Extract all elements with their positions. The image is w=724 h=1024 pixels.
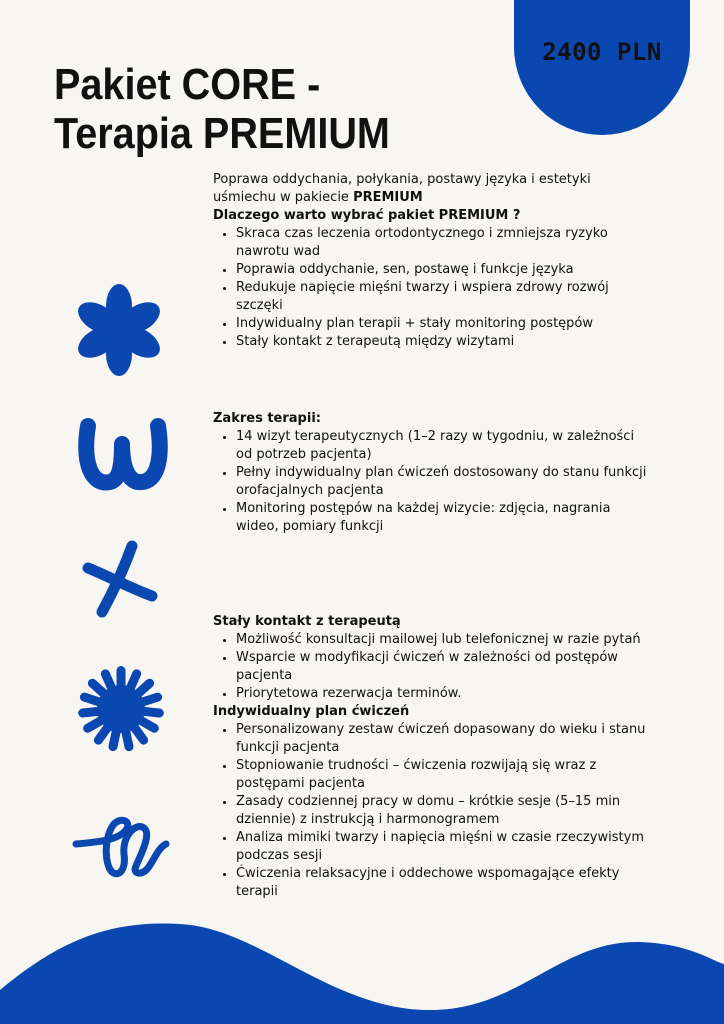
- plan-heading: Indywidualny plan ćwiczeń: [213, 704, 410, 719]
- list-item: • Ćwiczenia relaksacyjne i oddechowe wspomagające efekty terapii: [236, 865, 653, 901]
- list-item: • Zasady codziennej pracy w domu – krótkie sesje (5–15 min dziennie) z instrukcją i harmonogramem: [236, 793, 653, 829]
- title-line-2: Terapia PREMIUM: [54, 109, 390, 158]
- intro-section: [213, 171, 653, 351]
- scope-heading: Zakres terapii:: [213, 411, 321, 426]
- why-heading: Dlaczego warto wybrać pakiet PREMIUM ?: [213, 208, 521, 223]
- list-item: • Stopniowanie trudności – ćwiczenia rozwijają się wraz z postępami pacjenta: [236, 757, 653, 793]
- scope-section: [213, 410, 653, 536]
- list-item: • Indywidualny plan terapii + stały monitoring postępów: [236, 315, 653, 333]
- sunburst-icon: [76, 664, 166, 754]
- list-item: • Redukuje napięcie mięśni twarzy i wspiera zdrowy rozwój szczęki: [236, 279, 653, 315]
- list-item: • Poprawia oddychanie, sen, postawę i funkcje języka: [236, 261, 653, 279]
- contact-heading: Stały kontakt z terapeutą: [213, 614, 401, 629]
- title-line-1: Pakiet CORE -: [54, 60, 321, 109]
- bottom-wave: [0, 900, 724, 1024]
- list-item: • Personalizowany zestaw ćwiczeń dopasowany do wieku i stanu funkcji pacjenta: [236, 721, 653, 757]
- loop-icon: [70, 814, 170, 880]
- cross-icon: [80, 538, 160, 620]
- scope-list: [213, 428, 653, 536]
- list-item: • Pełny indywidualny plan ćwiczeń dostosowany do stanu funkcji orofacjalnych pacjenta: [236, 464, 653, 500]
- list-item: • 14 wizyt terapeutycznych (1–2 razy w tygodniu, w zależności od potrzeb pacjenta): [236, 428, 653, 464]
- flower-icon: [74, 284, 164, 376]
- list-item: • Monitoring postępów na każdej wizycie: zdjęcia, nagrania wideo, pomiary funkcji: [236, 500, 653, 536]
- list-item: • Stały kontakt z terapeutą między wizytami: [236, 333, 653, 351]
- squiggle-w-icon: [76, 414, 170, 496]
- price-badge-shape: [514, 0, 690, 135]
- plan-list: [213, 721, 653, 901]
- intro-text: Poprawa oddychania, połykania, postawy języka i estetyki uśmiechu w pakiecie PREMIUM: [213, 172, 591, 205]
- list-item: • Wsparcie w modyfikacji ćwiczeń w zależności od postępów pacjenta: [236, 649, 653, 685]
- contact-section: [213, 613, 653, 901]
- price-label: 2400 PLN: [542, 38, 662, 66]
- page-title: [54, 60, 390, 158]
- why-list: [213, 225, 653, 351]
- contact-list: [213, 631, 653, 703]
- list-item: • Możliwość konsultacji mailowej lub telefonicznej w razie pytań: [236, 631, 653, 649]
- list-item: • Priorytetowa rezerwacja terminów.: [236, 685, 653, 703]
- intro-bold: PREMIUM: [353, 190, 423, 205]
- list-item: • Analiza mimiki twarzy i napięcia mięśni w czasie rzeczywistym podczas sesji: [236, 829, 653, 865]
- list-item: • Skraca czas leczenia ortodontycznego i zmniejsza ryzyko nawrotu wad: [236, 225, 653, 261]
